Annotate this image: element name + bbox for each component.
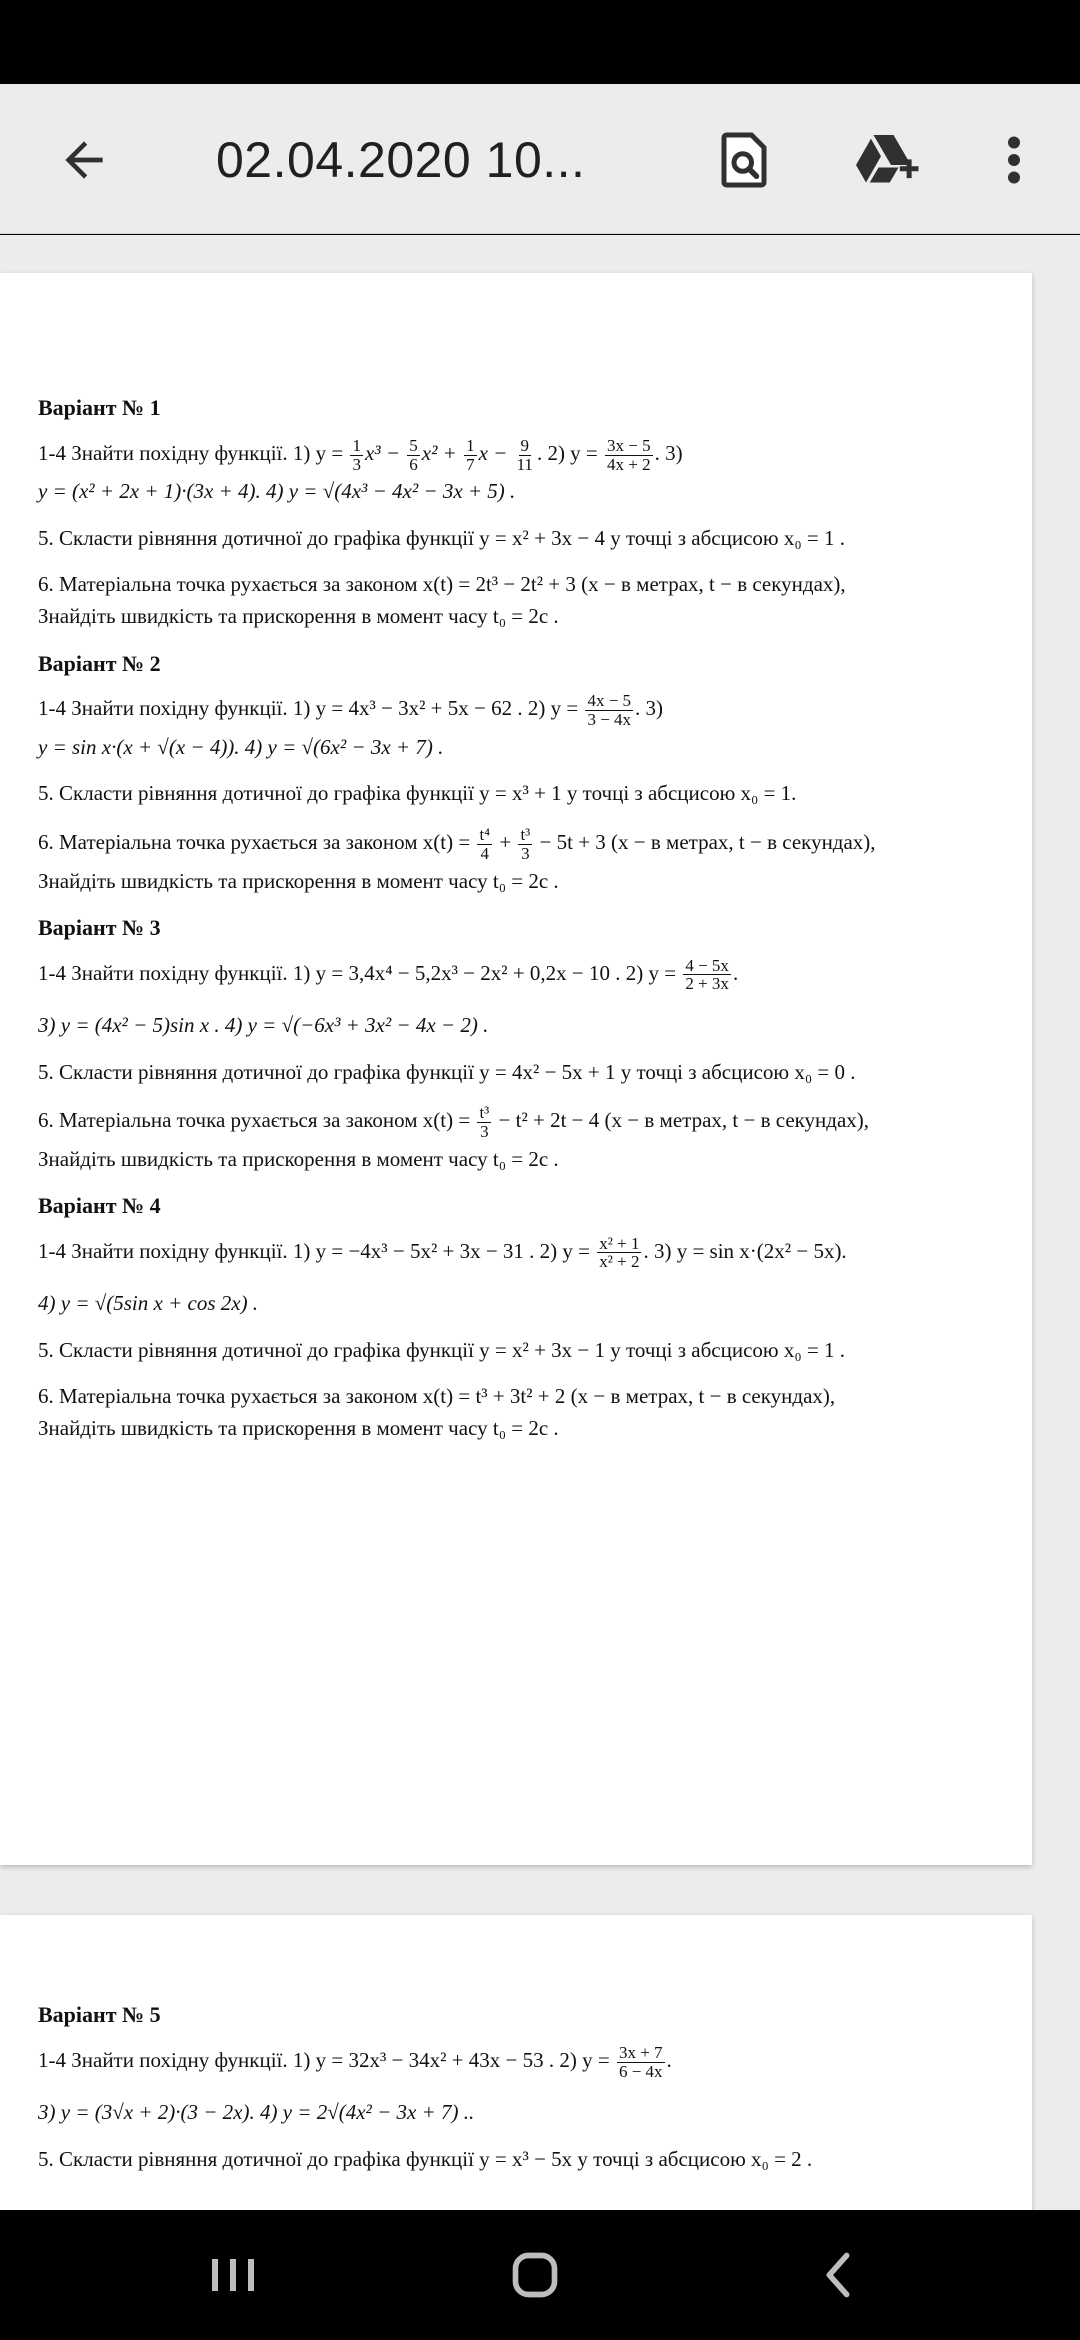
v2-question-6-cont: Знайдіть швидкість та прискорення в момент часу t₀ = 2c . <box>38 868 559 893</box>
status-bar <box>0 0 1080 84</box>
nav-back-button[interactable] <box>788 2235 888 2315</box>
v1-question-6: 6. Матеріальна точка рухається за законом x(t) = 2t³ − 2t² + 3 (x − в метрах, t − в секундах), <box>38 572 846 597</box>
recent-apps-button[interactable] <box>183 2235 283 2315</box>
add-to-drive-button[interactable] <box>846 120 926 200</box>
v5-question-1-4: 1-4 Знайти похідну функції. 1) y = 32x³ − 34x² + 43x − 53 . 2) y = $\frac{3x + 7}{6 - 4x}$ . <box>38 2042 672 2081</box>
home-icon <box>509 2249 561 2301</box>
drive-add-icon <box>853 130 919 190</box>
v4-question-6-cont: Знайдіть швидкість та прискорення в момент часу t₀ = 2c . <box>38 1416 559 1441</box>
v4-question-1-4-cont: 4) y = √(5sin x + cos 2x) . <box>38 1291 259 1316</box>
v3-question-1-4: 1-4 Знайти похідну функції. 1) y = 3,4x⁴ − 5,2x³ − 2x² + 0,2x − 10 . 2) y = $\frac{4 - 5x}{2 + 3x}$ . <box>38 955 739 994</box>
v5-question-5: 5. Скласти рівняння дотичної до графіка функції y = x³ − 5x у точці з абсцисою x₀ = 2 . <box>38 2146 813 2171</box>
variant-1-title: Варіант № 1 <box>38 395 161 420</box>
v1-question-6-cont: Знайдіть швидкість та прискорення в момент часу t₀ = 2c . <box>38 604 559 629</box>
recent-apps-icon <box>208 2253 258 2297</box>
find-in-page-icon <box>714 130 774 190</box>
page-content <box>38 393 958 1447</box>
find-in-page-button[interactable] <box>704 120 784 200</box>
v3-question-1-4-cont: 3) y = (4x² − 5)sin x . 4) y = √(−6x³ + 3x² − 4x − 2) . <box>38 1013 489 1038</box>
v2-question-5: 5. Скласти рівняння дотичної до графіка функції y = x³ + 1 у точці з абсцисою x₀ = 1. <box>38 781 797 806</box>
document-page <box>0 273 1032 1865</box>
variant-4-title: Варіант № 4 <box>38 1192 161 1218</box>
variant-2-title: Варіант № 2 <box>38 650 161 676</box>
system-nav-bar <box>0 2210 1080 2340</box>
v3-question-5: 5. Скласти рівняння дотичної до графіка функції y = 4x² − 5x + 1 у точці з абсцисою x₀ = 0 . <box>38 1059 856 1084</box>
back-button[interactable] <box>44 120 124 200</box>
v2-question-1-4-cont: y = sin x·(x + √(x − 4)). 4) y = √(6x² − 3x + 7) . <box>38 735 444 760</box>
variant-3-title: Варіант № 3 <box>38 914 161 940</box>
v4-question-6: 6. Матеріальна точка рухається за законом x(t) = t³ + 3t² + 2 (x − в метрах, t − в секундах), <box>38 1384 836 1408</box>
v2-question-6: 6. Матеріальна точка рухається за законом x(t) = $\frac{\text{t⁴}}{4}$ + $\frac{\text{t³}}{3}$ − 5t + 3 (x − в метрах, t − в секундах), <box>38 824 876 863</box>
app-bar <box>0 84 1080 234</box>
v1-question-1-4: 1-4 Знайти похідну функції. 1) y = $\frac{1}{3}$ x³ − $\frac{5}{6}$ x² + $\frac{1}{7}$ x − $\frac{9}{11}$ . 2) y = $\frac{3x - 5}{4x + 2}$ . 3) <box>38 435 683 474</box>
document-viewer[interactable] <box>0 235 1080 2210</box>
more-vert-icon <box>999 130 1029 190</box>
v3-question-6-cont: Знайдіть швидкість та прискорення в момент часу t₀ = 2c . <box>38 1146 559 1171</box>
v5-question-1-4-cont: 3) y = (3√x + 2)·(3 − 2x). 4) y = 2√(4x² − 3x + 7) .. <box>38 2100 475 2125</box>
document-title: 02.04.2020 10... <box>216 132 586 188</box>
document-page-2 <box>0 1915 1032 2210</box>
back-arrow-icon <box>56 132 112 188</box>
home-button[interactable] <box>485 2235 585 2315</box>
v3-question-6: 6. Матеріальна точка рухається за законом x(t) = $\frac{\text{t³}}{3}$ − t² + 2t − 4 (x − в метрах, t − в секундах), <box>38 1102 870 1141</box>
v4-question-5: 5. Скласти рівняння дотичної до графіка функції y = x² + 3x − 1 у точці з абсцисою x₀ = 1 . <box>38 1337 846 1362</box>
v1-question-5: 5. Скласти рівняння дотичної до графіка функції y = x² + 3x − 4 у точці з абсцисою x₀ = 1 . <box>38 525 846 550</box>
v4-question-1-4: 1-4 Знайти похідну функції. 1) y = −4x³ − 5x² + 3x − 31 . 2) y = $\frac{\text{x² + 1}}{\text{x² + 2}}$ . 3) y = sin x·(2x² − 5x). <box>38 1233 847 1272</box>
v2-question-1-4: 1-4 Знайти похідну функції. 1) y = 4x³ − 3x² + 5x − 62 . 2) y = $\frac{4x - 5}{3 - 4x}$ . 3) <box>38 691 664 730</box>
v1-question-1-4-cont: y = (x² + 2x + 1)·(3x + 4). 4) y = √(4x³ − 4x² − 3x + 5) . <box>38 479 516 504</box>
back-icon <box>818 2249 858 2301</box>
variant-5-title: Варіант № 5 <box>38 2002 161 2027</box>
more-options-button[interactable] <box>974 120 1054 200</box>
page-2-content <box>38 2000 958 2177</box>
